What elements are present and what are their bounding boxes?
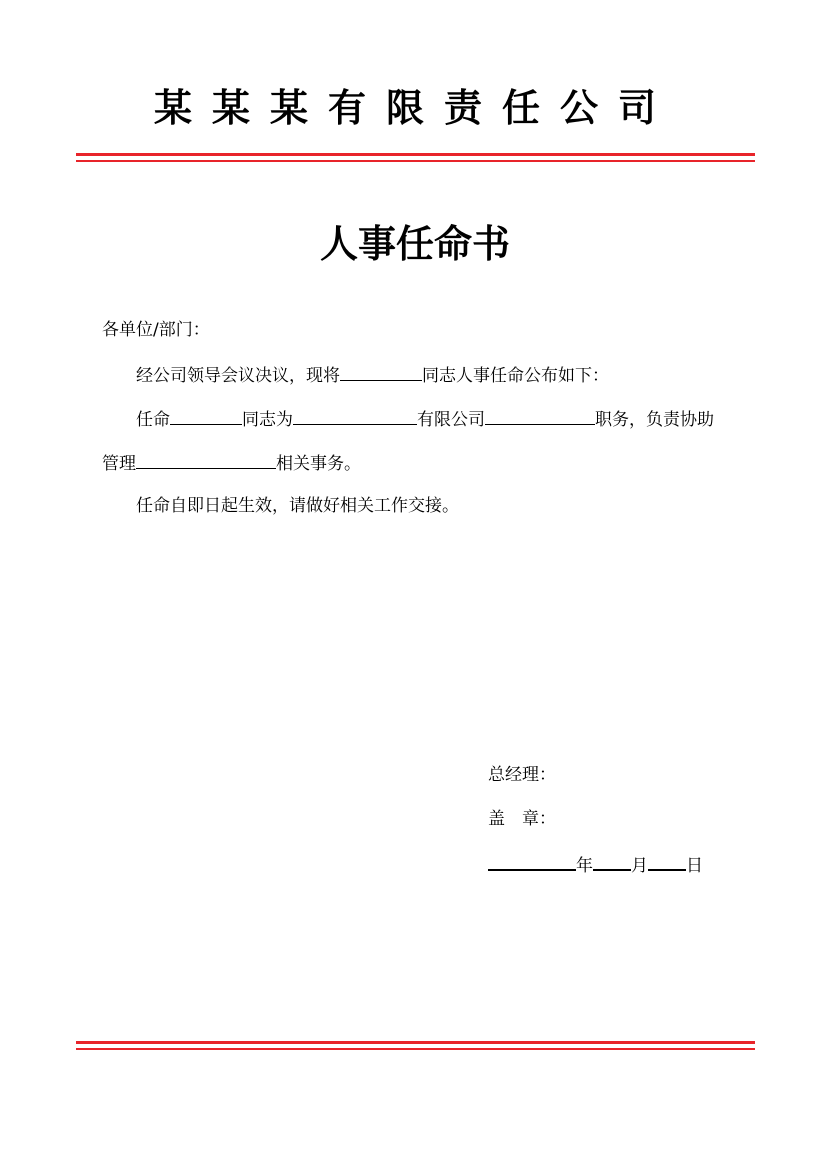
p1-text-a: 经公司领导会议决议，现将 <box>136 366 340 386</box>
manager-line <box>488 763 556 787</box>
p2-text-c: 有限公司 <box>417 410 485 430</box>
date-line <box>488 851 703 878</box>
paragraph-1 <box>136 362 609 388</box>
p4-text: 任命自即日起生效，请做好相关工作交接。 <box>136 496 459 516</box>
footer-rule-thin <box>76 1048 755 1050</box>
paragraph-3 <box>102 450 361 476</box>
blank-day <box>648 851 686 871</box>
blank-company <box>293 406 417 425</box>
footer-rule-thick <box>76 1041 755 1044</box>
greeting <box>102 318 210 342</box>
seal-label: 盖 章： <box>488 809 556 829</box>
p2-text-b: 同志为 <box>242 410 293 430</box>
header-rule-thin <box>76 160 755 162</box>
p3-text-b: 相关事务。 <box>276 454 361 474</box>
day-label: 日 <box>686 856 703 876</box>
header-rule-thick <box>76 153 755 156</box>
p2-text-d: 职务，负责协助 <box>595 410 714 430</box>
blank-name <box>340 362 422 381</box>
p3-text-a: 管理 <box>102 454 136 474</box>
blank-appointee <box>170 406 242 425</box>
paragraph-4 <box>136 494 459 518</box>
paragraph-2 <box>136 406 714 432</box>
month-label: 月 <box>631 856 648 876</box>
blank-scope <box>136 450 276 469</box>
greeting-text: 各单位/部门： <box>102 320 210 340</box>
p1-text-b: 同志人事任命公布如下： <box>422 366 609 386</box>
blank-month <box>593 851 631 871</box>
company-name: 某某某有限责任公司 <box>153 85 676 130</box>
manager-label: 总经理： <box>488 765 556 785</box>
blank-position <box>485 406 595 425</box>
year-label: 年 <box>576 856 593 876</box>
document-title: 人事任命书 <box>319 221 510 266</box>
blank-year <box>488 851 576 871</box>
seal-line <box>488 807 556 831</box>
p2-text-a: 任命 <box>136 410 170 430</box>
